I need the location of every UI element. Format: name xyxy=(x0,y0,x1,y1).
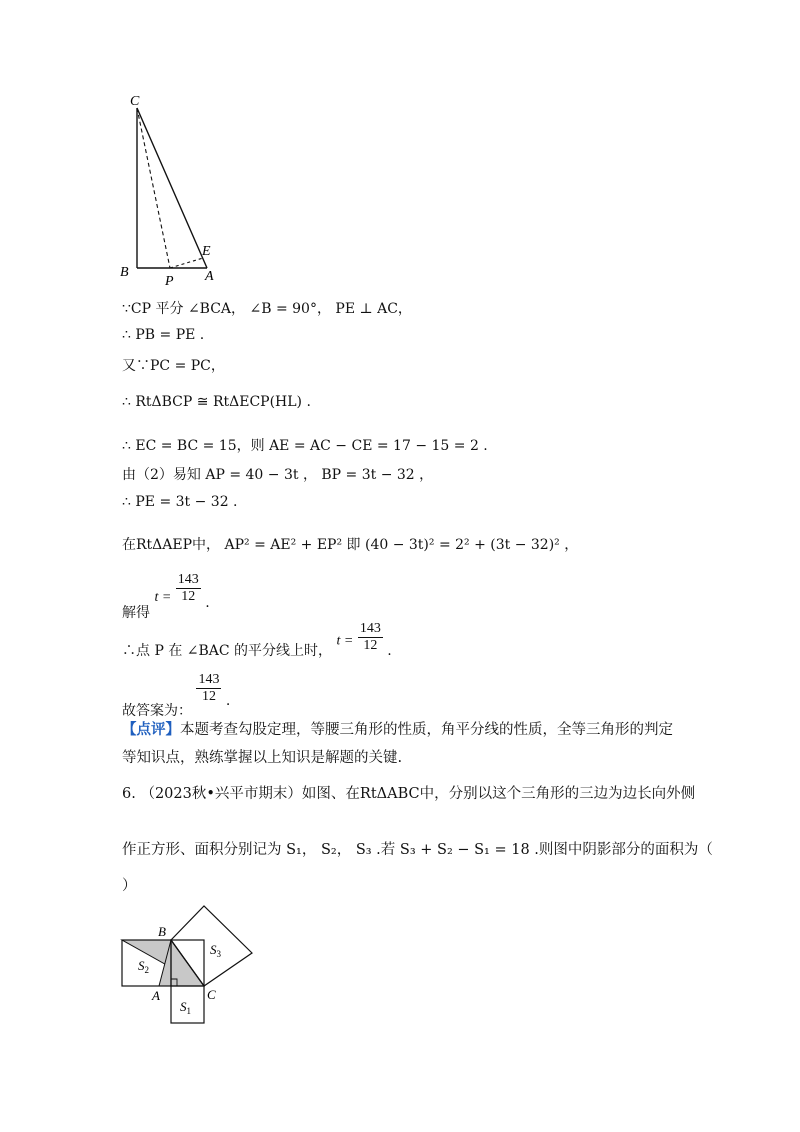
solution-line-8: 在RtΔAEP中， AP² = AE² + EP² 即 (40 − 3t)² = 2² + (3t − 32)² ， xyxy=(122,537,579,553)
comment-tag: 【点评】 xyxy=(122,721,180,738)
label-e: E xyxy=(202,244,211,259)
fig2-s1: $S_1$ xyxy=(180,999,191,1016)
solution-line-4: ∴ RtΔBCP ≅ RtΔECP(HL) . xyxy=(122,394,311,410)
label-a: A xyxy=(205,269,214,284)
solution-line-6: 由（2）易知 AP = 40 − 3t ， BP = 3t − 32 ， xyxy=(122,467,434,483)
comment-paragraph xyxy=(122,716,682,772)
fig2-label-a: A xyxy=(152,988,160,1003)
t-equals: t = xyxy=(154,589,172,605)
question-6-line-1: 6. （2023秋•兴平市期末）如图、在RtΔABC中，分别以这个三角形的三边为边长向外侧 xyxy=(122,786,696,802)
label-p: P xyxy=(165,274,174,289)
question-6-line-2: 作正方形、面积分别记为 S₁， S₂， S₃ .若 S₃ + S₂ − S₁ = 18 .则图中阴影部分的面积为（ xyxy=(122,842,713,858)
figure-triangle-bcp xyxy=(110,92,230,292)
solution-line-9: 解得 t = $\frac{143}{12}$ . xyxy=(122,572,210,621)
label-b: B xyxy=(120,265,129,280)
question-6-line-3: ） xyxy=(122,878,137,894)
solution-line-7: ∴ PE = 3t − 32 . xyxy=(122,494,238,510)
answer-prefix: 故答案为： xyxy=(122,702,192,719)
fraction-143-12: $\frac{143}{12}$ xyxy=(177,572,199,604)
solution-line-3: 又∵PC = PC， xyxy=(122,358,225,374)
fig2-label-c: C xyxy=(207,987,216,1002)
fig2-s2: $S_2$ xyxy=(138,958,149,975)
fraction-143-12-b: $\frac{143}{12}$ xyxy=(359,621,381,653)
solution-line-5: ∴ EC = BC = 15，则 AE = AC − CE = 17 − 15 = 2 . xyxy=(122,438,488,454)
fig2-label-b: B xyxy=(158,924,166,939)
solution-line-2: ∴ PB = PE . xyxy=(122,327,205,343)
solution-line-1: ∵CP 平分 ∠BCA， ∠B = 90°， PE ⊥ AC， xyxy=(122,301,412,317)
fig2-s3: $S_3$ xyxy=(210,942,221,959)
solve-prefix: 解得 xyxy=(122,604,150,621)
comment-text: 本题考查勾股定理，等腰三角形的性质，角平分线的性质，全等三角形的判定等知识点，熟练掌握以上知识是解题的关键. xyxy=(122,722,673,766)
answer-line: 故答案为： $\frac{143}{12}$ . xyxy=(122,672,231,719)
figure-squares xyxy=(110,898,270,1038)
t-equals-2: t = xyxy=(336,633,354,649)
bisector-prefix: ∴点 P 在 ∠BAC 的平分线上时， xyxy=(122,642,333,659)
answer-fraction: $\frac{143}{12}$ xyxy=(198,672,220,704)
solution-line-10: ∴点 P 在 ∠BAC 的平分线上时， t = $\frac{143}{12}$ . xyxy=(122,621,392,659)
label-c: C xyxy=(130,94,140,109)
